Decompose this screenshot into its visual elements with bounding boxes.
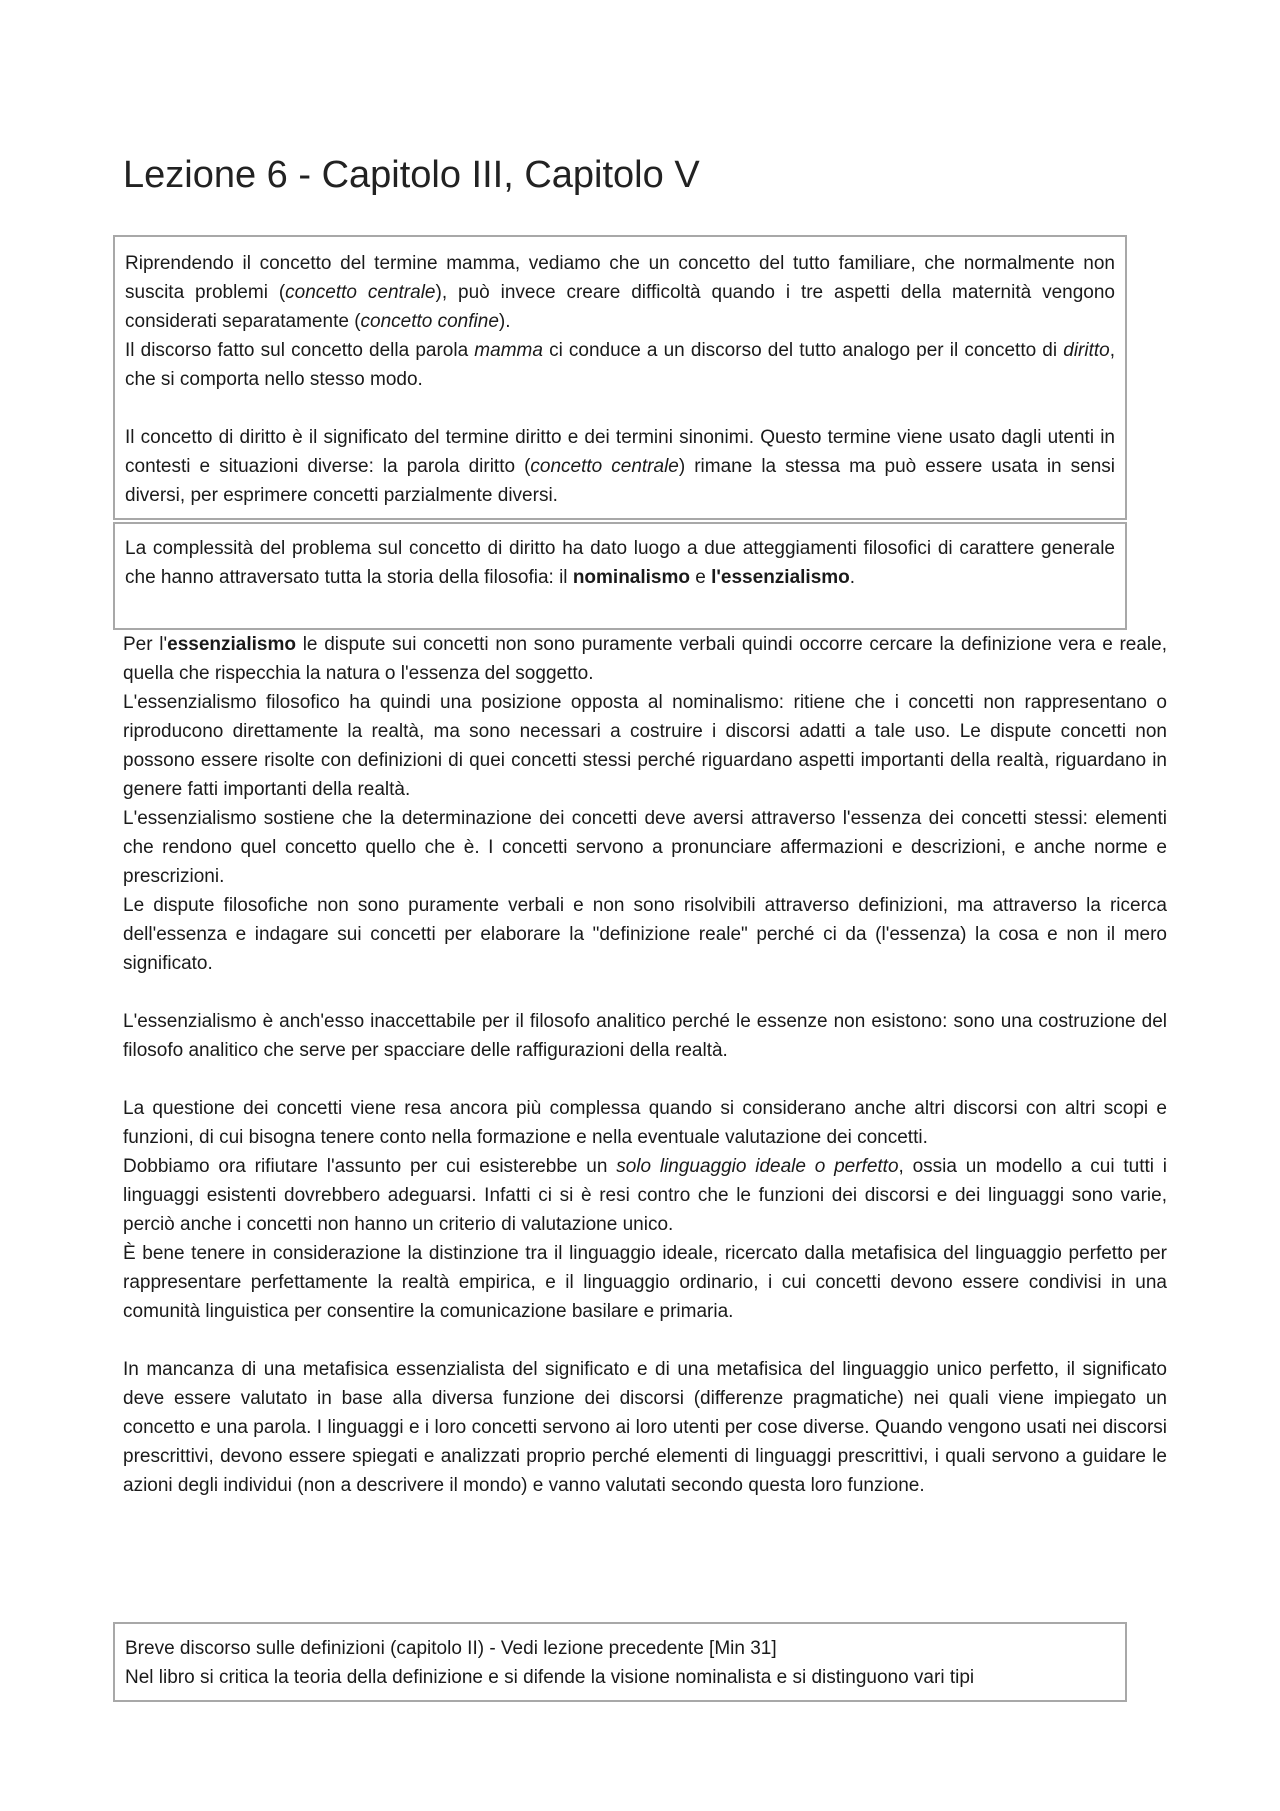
complexity-box: [113, 522, 1127, 630]
body-text: [123, 630, 1167, 1500]
bold-term: essenzialismo: [167, 634, 296, 655]
emphasis: diritto: [1063, 340, 1110, 361]
definitions-line-2: Nel libro si critica la teoria della definizione e si difende la visione nominalista e si distinguono vari tipi: [125, 1667, 975, 1688]
definitions-line-1: Breve discorso sulle definizioni (capitolo II) - Vedi lezione precedente [Min 31]: [125, 1638, 777, 1659]
body-paragraph-2: L'essenzialismo filosofico ha quindi una posizione opposta al nominalismo: ritiene che i concetti non rappresentano o riproducono direttamente la realtà, ma sono necessari a costruire i discorsi adatti a tale uso. Le dispute concetti non possono essere risolte con definizioni di quei concetti stessi perché riguardano aspetti importanti della realtà, riguardano in genere fatti importanti della realtà.: [123, 692, 1167, 800]
body-paragraph-6: La questione dei concetti viene resa ancora più complessa quando si considerano anche altri discorsi con altri scopi e funzioni, di cui bisogna tenere conto nella formazione e nella eventuale valutazione dei concetti.: [123, 1098, 1167, 1148]
emphasis: solo linguaggio ideale o perfetto: [616, 1156, 899, 1177]
body-paragraph-5: L'essenzialismo è anch'esso inaccettabile per il filosofo analitico perché le essenze non esistono: sono una costruzione del filosofo analitico che serve per spacciare delle raffigurazioni della realtà.: [123, 1011, 1167, 1061]
body-paragraph-7: [123, 1152, 1167, 1239]
text: ) rimane la stessa ma può essere usata in sensi diversi, per esprimere concetti parzialmente diversi.: [125, 456, 1115, 506]
intro-paragraph-3: [125, 423, 1115, 510]
text: Per l': [123, 634, 168, 655]
emphasis: concetto confine: [360, 311, 499, 332]
definitions-box: [113, 1622, 1127, 1702]
text: ).: [498, 311, 511, 332]
emphasis: concetto centrale: [285, 282, 436, 303]
emphasis: concetto centrale: [530, 456, 679, 477]
text: .: [849, 567, 856, 588]
bold-term: nominalismo: [572, 567, 690, 588]
text: Riprendendo il concetto del termine mamma, vediamo che un concetto del tutto familiare, che normalmente non suscita problemi (: [125, 253, 1115, 303]
bold-term: l'essenzialismo: [711, 567, 850, 588]
intro-box: [113, 235, 1127, 520]
text: e: [690, 567, 712, 588]
body-paragraph-1: [123, 630, 1167, 688]
body-paragraph-4: Le dispute filosofiche non sono puramente verbali e non sono risolvibili attraverso definizioni, ma attraverso la ricerca dell'essenza e indagare sui concetti per elaborare la "definizione reale" perché ci da (l'essenza) la cosa e non il mero significato.: [123, 895, 1167, 974]
page-title: Lezione 6 - Capitolo III, Capitolo V: [123, 154, 700, 196]
intro-paragraph-2: [125, 336, 1115, 394]
text: La complessità del problema sul concetto di diritto ha dato luogo a due atteggiamenti filosofici di carattere generale che hanno attraversato tutta la storia della filosofia: il: [125, 538, 1115, 588]
text: Il concetto di diritto è il significato del termine diritto e dei termini sinonimi. Questo termine viene usato dagli utenti in contesti e situazioni diverse: la parola diritto (: [125, 427, 1115, 477]
text: Dobbiamo ora rifiutare l'assunto per cui esisterebbe un: [123, 1156, 617, 1177]
body-paragraph-3: L'essenzialismo sostiene che la determinazione dei concetti deve aversi attraverso l'essenza dei concetti stessi: elementi che rendono quel concetto quello che è. I concetti servono a pronunciare affermazioni e descrizioni, e anche norme e prescrizioni.: [123, 808, 1167, 887]
text: ci conduce a un discorso del tutto analogo per il concetto di: [542, 340, 1064, 361]
emphasis: mamma: [474, 340, 543, 361]
body-paragraph-8: È bene tenere in considerazione la distinzione tra il linguaggio ideale, ricercato dalla metafisica del linguaggio perfetto per rappresentare perfettamente la realtà empirica, e il linguaggio ordinario, i cui concetti devono essere condivisi in una comunità linguistica per consentire la comunicazione basilare e primaria.: [123, 1243, 1167, 1322]
text: , che si comporta nello stesso modo.: [125, 340, 1115, 390]
complexity-paragraph: [125, 534, 1115, 592]
body-paragraph-9: In mancanza di una metafisica essenzialista del significato e di una metafisica del linguaggio unico perfetto, il significato deve essere valutato in base alla diversa funzione dei discorsi (differenze pragmatiche) nei quali viene impiegato un concetto e una parola. I linguaggi e i loro concetti servono ai loro utenti per cose diverse. Quando vengono usati nei discorsi prescrittivi, devono essere spiegati e analizzati proprio perché elementi di linguaggi prescrittivi, i quali servono a guidare le azioni degli individui (non a descrivere il mondo) e vanno valutati secondo questa loro funzione.: [123, 1359, 1167, 1496]
text: , ossia un modello a cui tutti i linguaggi esistenti dovrebbero adeguarsi. Infatti ci si è resi contro che le funzioni dei discorsi e dei linguaggi sono varie, perciò anche i concetti non hanno un criterio di valutazione unico.: [123, 1156, 1167, 1235]
intro-paragraph-1: [125, 249, 1115, 336]
text: le dispute sui concetti non sono puramente verbali quindi occorre cercare la definizione vera e reale, quella che rispecchia la natura o l'essenza del soggetto.: [123, 634, 1167, 684]
text: ), può invece creare difficoltà quando i tre aspetti della maternità vengono considerati separatamente (: [125, 282, 1116, 332]
text: Il discorso fatto sul concetto della parola: [125, 340, 475, 361]
